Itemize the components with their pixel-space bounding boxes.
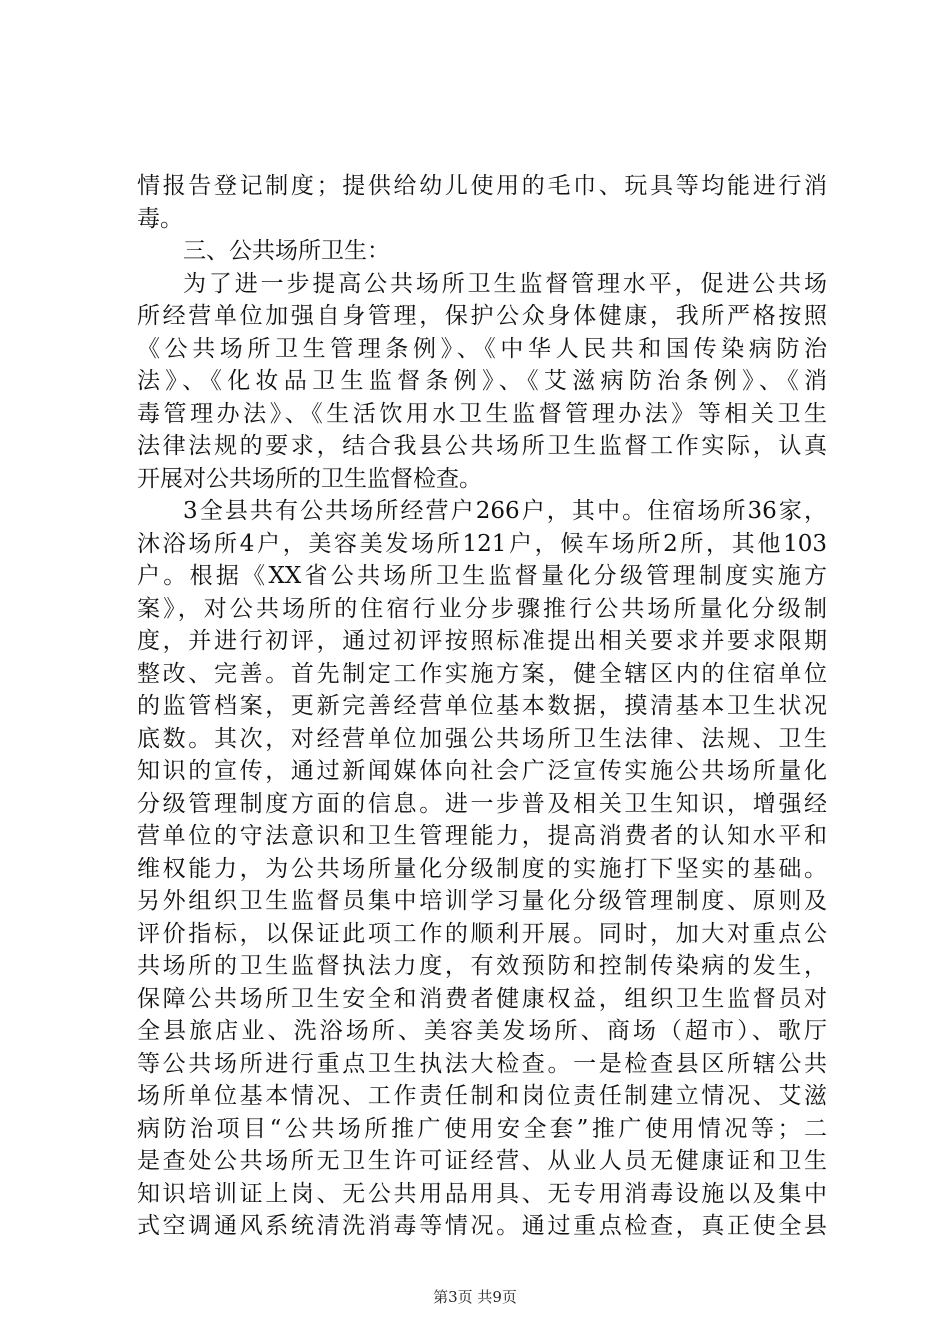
text-line: 法》、《化妆品卫生监督条例》、《艾滋病防治条例》、《消	[137, 368, 827, 394]
text-line: 法律法规的要求，结合我县公共场所卫生监督工作实际，认真	[137, 433, 827, 459]
text-line: 整改、完善。首先制定工作实施方案，健全辖区内的住宿单位	[137, 660, 827, 687]
text-line: 式空调通风系统清洗消毒等情况。通过重点检查，真正使全县	[137, 1213, 827, 1239]
text-line: 共场所的卫生监督执法力度，有效预防和控制传染病的发生，	[137, 953, 827, 979]
text-line: 维权能力，为公共场所量化分级制度的实施打下坚实的基础。	[137, 855, 827, 882]
text-line: 所经营单位加强自身管理，保护公众身体健康，我所严格按照	[137, 303, 827, 329]
text-line: 知识的宣传，通过新闻媒体向社会广泛宣传实施公共场所量化	[137, 758, 827, 784]
text-line: 病防治项目“公共场所推广使用安全套”推广使用情况等；二	[137, 1115, 827, 1142]
text-line: 沐浴场所4户，美容美发场所121户，候车场所2所，其他103	[137, 530, 827, 557]
text-line: 户。根据《XX省公共场所卫生监督量化分级管理制度实施方	[137, 563, 827, 589]
text-line: 等公共场所进行重点卫生执法大检查。一是检查县区所辖公共	[137, 1050, 827, 1077]
text-line: 开展对公共场所的卫生监督检查。	[137, 465, 482, 492]
text-line: 三、公共场所卫生：	[183, 238, 390, 264]
text-line: 场所单位基本情况、工作责任制和岗位责任制建立情况、艾滋	[137, 1083, 827, 1109]
text-line: 的监管档案，更新完善经营单位基本数据，摸清基本卫生状况	[137, 693, 827, 719]
text-line: 度，并进行初评，通过初评按照标准提出相关要求并要求限期	[137, 628, 827, 654]
text-line: 底数。其次，对经营单位加强公共场所卫生法律、法规、卫生	[137, 725, 827, 752]
text-line: 保障公共场所卫生安全和消费者健康权益，组织卫生监督员对	[137, 985, 827, 1012]
text-line: 全县旅店业、洗浴场所、美容美发场所、商场（超市）、歌厅	[137, 1018, 827, 1044]
text-line: 情报告登记制度；提供给幼儿使用的毛巾、玩具等均能进行消	[137, 173, 827, 199]
document-body	[137, 170, 827, 1243]
text-line: 评价指标，以保证此项工作的顺利开展。同时，加大对重点公	[137, 920, 827, 947]
text-line: 营单位的守法意识和卫生管理能力，提高消费者的认知水平和	[137, 823, 827, 849]
text-line: 另外组织卫生监督员集中培训学习量化分级管理制度、原则及	[137, 888, 827, 914]
text-line: 是查处公共场所无卫生许可证经营、从业人员无健康证和卫生	[137, 1148, 827, 1174]
text-line: 为了进一步提高公共场所卫生监督管理水平，促进公共场	[183, 270, 827, 297]
text-line: 分级管理制度方面的信息。进一步普及相关卫生知识，增强经	[137, 790, 827, 817]
text-line: 毒管理办法》、《生活饮用水卫生监督管理办法》等相关卫生	[137, 400, 827, 427]
text-line: 知识培训证上岗、无公共用品用具、无专用消毒设施以及集中	[137, 1180, 827, 1207]
page-footer: 第3页 共9页	[433, 1288, 517, 1306]
text-line: 3全县共有公共场所经营户266户，其中。住宿场所36家，	[183, 498, 827, 524]
text-line: 毒。	[137, 205, 183, 232]
text-line: 《公共场所卫生管理条例》、《中华人民共和国传染病防治	[137, 335, 827, 362]
text-line: 案》，对公共场所的住宿行业分步骤推行公共场所量化分级制	[137, 595, 827, 622]
